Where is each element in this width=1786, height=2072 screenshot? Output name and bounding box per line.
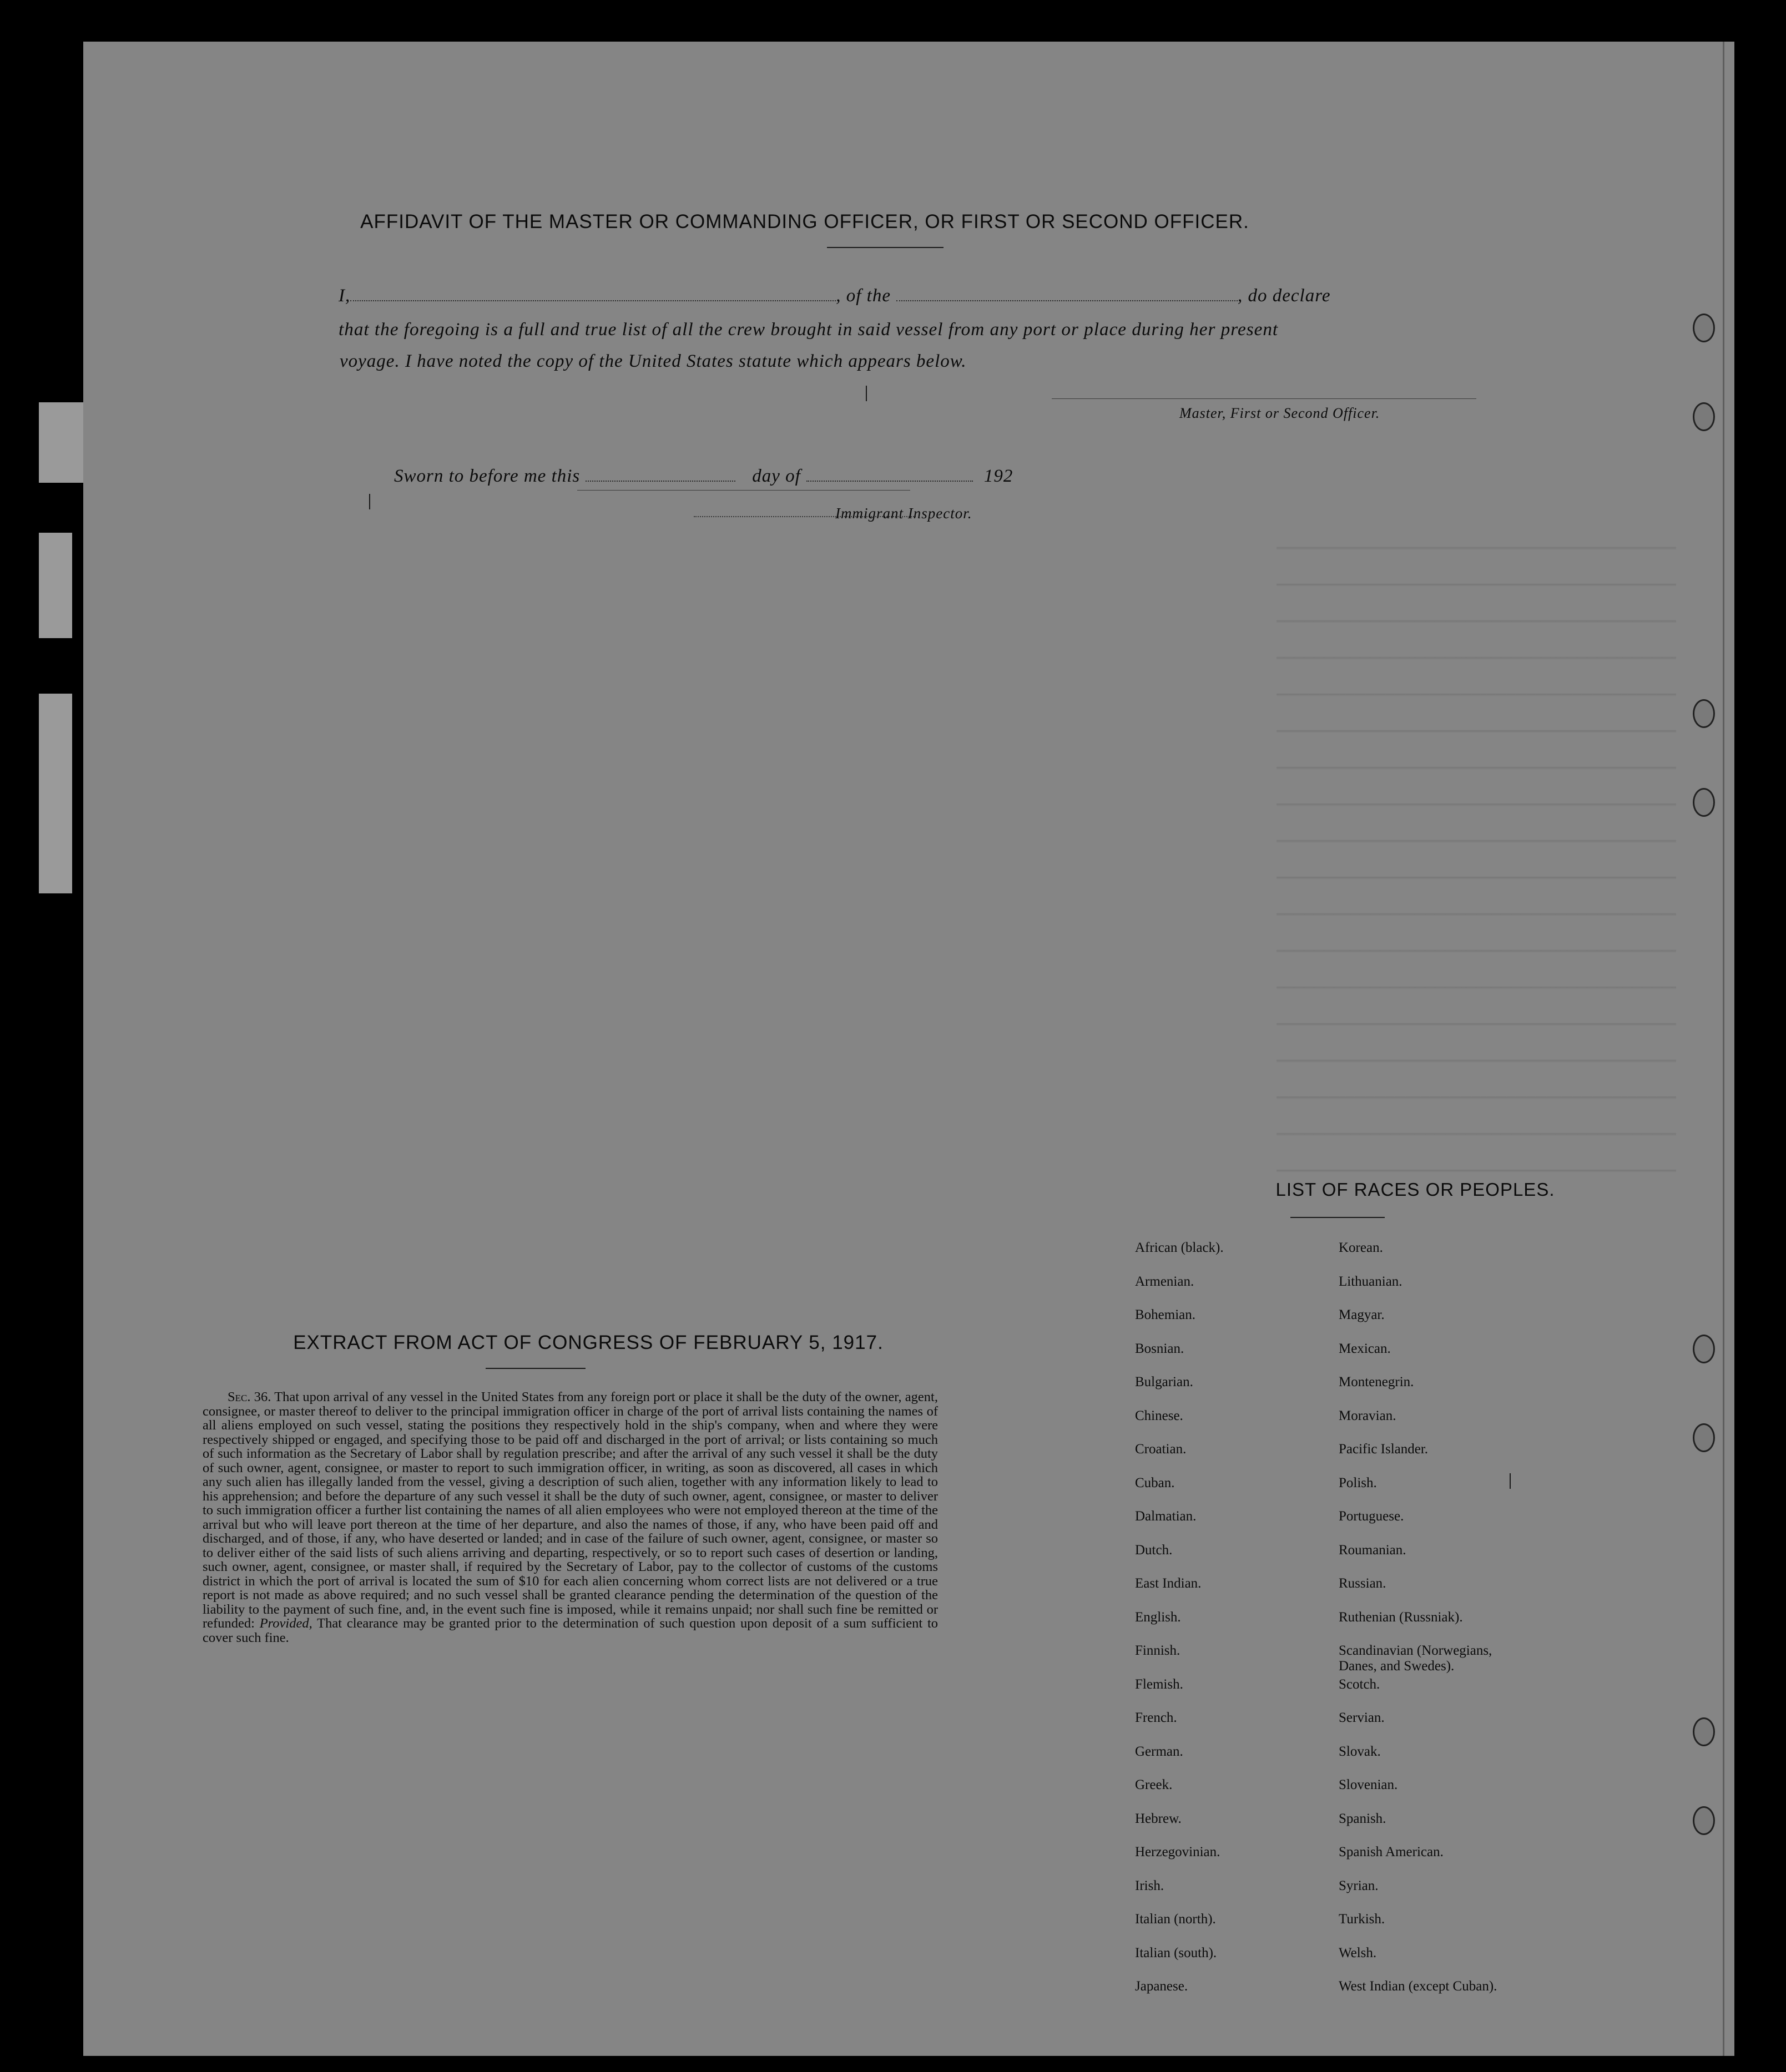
extract-body: [203, 1390, 938, 1645]
extract-heading: EXTRACT FROM ACT OF CONGRESS OF FEBRUARY 5, 1917.: [293, 1332, 884, 1353]
race-item: French.: [1135, 1710, 1177, 1725]
master-signature-line[interactable]: [1052, 398, 1476, 399]
punch-hole: [1693, 1335, 1715, 1363]
race-item: Hebrew.: [1135, 1811, 1182, 1826]
race-item: Japanese.: [1135, 1979, 1188, 1994]
race-item: Bulgarian.: [1135, 1374, 1193, 1389]
sworn-line: [394, 466, 1013, 487]
race-item: Servian.: [1339, 1710, 1385, 1725]
sworn-year: 192: [983, 466, 1013, 486]
punch-hole: [1693, 314, 1715, 342]
race-item: Pacific Islander.: [1339, 1442, 1429, 1457]
race-item: Chinese.: [1135, 1408, 1183, 1423]
races-right-column: [1339, 1240, 1522, 2013]
punch-hole: [1693, 402, 1715, 431]
race-item: Bosnian.: [1135, 1341, 1184, 1356]
heading-rule: [827, 247, 944, 248]
inspector-signature-line[interactable]: [577, 490, 910, 491]
race-item: Irish.: [1135, 1878, 1164, 1893]
race-item: Slovenian.: [1339, 1777, 1398, 1792]
stray-mark: [1510, 1473, 1511, 1489]
race-item: Moravian.: [1339, 1408, 1396, 1423]
race-item: Russian.: [1339, 1576, 1386, 1591]
race-item: Lithuanian.: [1339, 1273, 1402, 1289]
declarant-name-field[interactable]: [350, 300, 836, 301]
punch-hole: [1693, 1717, 1715, 1746]
race-item: Dutch.: [1135, 1542, 1173, 1558]
edge-tab: [39, 694, 72, 893]
section-label: Sec. 36.: [228, 1389, 271, 1404]
race-item: African (black).: [1135, 1240, 1224, 1255]
edge-tab: [39, 402, 83, 483]
edge-tab: [39, 533, 72, 638]
declaration-line-2: that the foregoing is a full and true list of all the crew brought in said vessel from any port or place during her present: [339, 319, 1279, 340]
races-left-column: [1135, 1240, 1224, 2013]
provided-label: Provided,: [259, 1616, 312, 1631]
race-item: English.: [1135, 1609, 1181, 1625]
race-item: Welsh.: [1339, 1945, 1377, 1960]
race-item: Spanish American.: [1339, 1844, 1444, 1859]
race-item: West Indian (except Cuban).: [1339, 1979, 1497, 1994]
extract-text-part-1: That upon arrival of any vessel in the United States from any foreign port or place it shall be the duty of the owner, agent, consignee, or master thereof to deliver to the principal immigration officer in charge of the port of arrival lists containing the names of all aliens employed on such vessel, stating the positions they respectively hold in the ship's company, when and where they were respectively shipped or engaged, and specifying those to be paid off and discharged in the port of arrival; or lists containing so much of such information as the Secretary of Labor shall by regulation prescribe; and after the arrival of any such vessel it shall be the duty of such owner, agent, consignee, or master to report to such immigration officer, in writing, as soon as discovered, all cases in which any such alien has illegally landed from the vessel, giving a description of such alien, together with any information likely to lead to his apprehension; and before the departure of any such vessel it shall be the duty of such owner, agent, consignee, or master to deliver to such immigration officer a further list containing the names of all alien employees who were not employed thereon at the time of the arrival but who will leave port thereon at the time of her departure, and also the names of those, if any, who have been paid off and discharged, and of those, if any, who have deserted or landed; and in case of the failure of such owner, agent, consignee, or master so to deliver either of the said lists of such aliens arriving and departing, respectively, or so to report such cases of desertion or landing, such owner, agent, consignee, or master shall, if required by the Secretary of Labor, pay to the collector of customs of the customs district in which the port of arrival is located the sum of $10 for each alien concerning whom correct lists are not delivered or a true report is not made as above required; and no such vessel shall be granted clearance pending the determination of the question of the liability to the payment of such fine, and, in the event such fine is imposed, while it remains unpaid; nor shall such fine be remitted or refunded:: [203, 1389, 938, 1631]
race-item: Roumanian.: [1339, 1542, 1406, 1558]
race-item: Scandinavian (Norwegians, Danes, and Swedes).: [1339, 1643, 1492, 1674]
race-item: Flemish.: [1135, 1676, 1183, 1692]
sworn-day-of: day of: [752, 466, 801, 486]
punch-hole: [1693, 1423, 1715, 1452]
punch-hole: [1693, 788, 1715, 817]
stray-mark: [369, 494, 370, 509]
race-item: Finnish.: [1135, 1643, 1180, 1658]
declare-label: , do declare: [1237, 286, 1331, 306]
race-item: Korean.: [1339, 1240, 1383, 1255]
race-item: Bohemian.: [1135, 1307, 1196, 1322]
race-item: Magyar.: [1339, 1307, 1385, 1322]
sworn-day-field[interactable]: [586, 481, 735, 482]
extract-heading-rule: [486, 1368, 586, 1369]
race-item: Slovak.: [1339, 1743, 1381, 1759]
race-item: Scotch.: [1339, 1676, 1380, 1692]
race-item: Portuguese.: [1339, 1509, 1404, 1524]
race-item: Italian (south).: [1135, 1945, 1217, 1960]
race-item: East Indian.: [1135, 1576, 1202, 1591]
race-item: Armenian.: [1135, 1273, 1194, 1289]
race-item: Montenegrin.: [1339, 1374, 1414, 1389]
stray-mark: [866, 386, 867, 401]
vessel-name-field[interactable]: [896, 300, 1238, 301]
race-item: Spanish.: [1339, 1811, 1386, 1826]
race-item: Dalmatian.: [1135, 1509, 1197, 1524]
manifest-page: [83, 42, 1734, 2056]
declaration-line-1: [339, 286, 1521, 306]
extract-text-part-2: That clearance may be granted prior to the determination of such question upon deposit of a sum sufficient to cover such fine.: [203, 1616, 938, 1645]
affidavit-heading: AFFIDAVIT OF THE MASTER OR COMMANDING OFFICER, OR FIRST OR SECOND OFFICER.: [360, 211, 1249, 233]
bleed-through-handwriting: [1277, 513, 1676, 1179]
race-item: Herzegovinian.: [1135, 1844, 1220, 1859]
declaration-line-3: voyage. I have noted the copy of the United States statute which appears below.: [340, 351, 967, 371]
race-item: Italian (north).: [1135, 1912, 1216, 1927]
vessel-label: , of the: [836, 286, 891, 306]
race-item: Cuban.: [1135, 1475, 1175, 1490]
punch-hole: [1693, 1806, 1715, 1835]
punch-hole: [1693, 699, 1715, 728]
declarant-label: I,: [339, 286, 351, 306]
master-caption: Master, First or Second Officer.: [1179, 405, 1380, 421]
race-item: Croatian.: [1135, 1442, 1187, 1457]
races-heading: LIST OF RACES OR PEOPLES.: [1275, 1179, 1555, 1200]
race-item: Ruthenian (Russniak).: [1339, 1609, 1463, 1625]
race-item: Mexican.: [1339, 1341, 1391, 1356]
race-item: Greek.: [1135, 1777, 1173, 1792]
races-heading-rule: [1290, 1217, 1385, 1218]
race-item: Syrian.: [1339, 1878, 1379, 1893]
race-item: Polish.: [1339, 1475, 1377, 1490]
sworn-month-field[interactable]: [806, 481, 973, 482]
race-item: German.: [1135, 1743, 1183, 1759]
sworn-prefix: Sworn to before me this: [394, 466, 581, 486]
inspector-caption: Immigrant Inspector.: [835, 505, 972, 522]
race-item: Turkish.: [1339, 1912, 1385, 1927]
